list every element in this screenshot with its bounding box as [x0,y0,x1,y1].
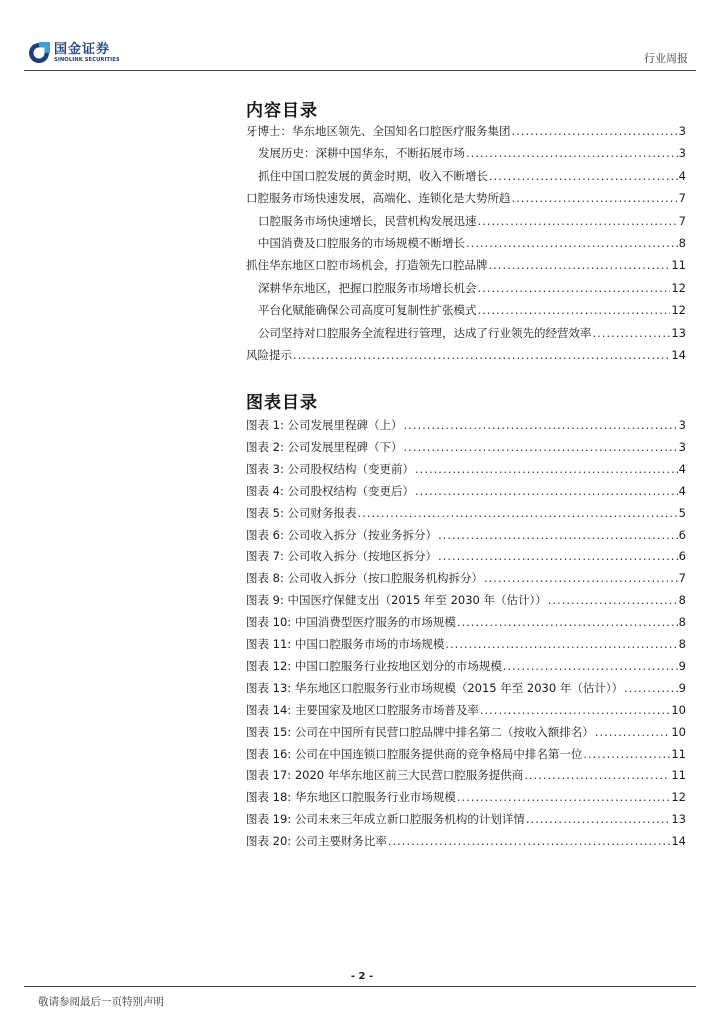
toc-entry[interactable] [246,549,686,563]
toc-entry[interactable] [258,169,686,183]
toc-entry-title: 图表 1: 公司发展里程碑（上） [246,418,403,432]
toc-entry-page: 7 [678,191,686,206]
logo-english-name: SINOLINK SECURITIES [54,56,120,63]
toc-entry[interactable] [246,812,686,826]
toc-entry-title: 图表 12: 中国口腔服务行业按地区划分的市场规模 [246,658,502,673]
toc-entry-title: 抓住华东地区口腔市场机会，打造领先口腔品牌 [246,258,488,273]
toc-dot-leader [293,348,670,362]
footer-divider [24,986,696,987]
toc-dot-leader [484,571,678,585]
toc-entry-title: 抓住中国口腔发展的黄金时期，收入不断增长 [258,168,488,183]
header-divider [24,70,696,71]
page-header [0,0,724,75]
toc-entry-title: 图表 20: 公司主要财务比率 [246,834,387,849]
page-number: - 2 - [350,971,374,982]
toc-entry-page: 10 [671,702,686,717]
toc-dot-leader [457,615,678,629]
toc-dot-leader [478,303,671,317]
toc-dot-leader [512,124,678,138]
toc-entry[interactable] [246,506,686,520]
toc-dot-leader [526,812,671,826]
toc-entry[interactable] [258,214,686,228]
toc-dot-leader [415,484,678,498]
toc-entry-page: 6 [678,527,686,542]
toc-dot-leader [593,326,671,340]
toc-entry-title: 图表 16: 公司在中国连锁口腔服务提供商的竞争格局中排名第一位 [246,746,583,761]
toc-entry-page: 10 [671,724,686,739]
toc-entry[interactable] [246,348,686,362]
toc-entry-title: 图表 8: 公司收入拆分（按口腔服务机构拆分） [246,571,483,586]
toc-dot-leader [478,281,671,295]
toc-entry-page: 6 [678,549,686,564]
toc-entry-title: 图表 15: 公司在中国所有民营口腔品牌中排名第二（按收入额排名） [246,724,594,739]
toc-entry-title: 牙博士：华东地区领先、全国知名口腔医疗服务集团 [246,124,511,138]
toc-entry-page: 4 [678,461,686,476]
toc-entry-title: 图表 4: 公司股权结构（变更后） [246,483,415,498]
toc-dot-leader [478,214,678,228]
toc-entry-page: 8 [678,615,686,630]
toc-entry-page: 4 [678,168,686,183]
toc-entry[interactable] [258,281,686,295]
toc-entry[interactable] [246,571,686,585]
toc-entry[interactable] [246,703,686,717]
footer-disclaimer: 敬请参阅最后一页特别声明 [38,996,164,1008]
toc-entry[interactable] [246,528,686,542]
toc-entry-page: 14 [671,834,686,849]
toc-entry-page: 12 [671,790,686,805]
toc-entry[interactable] [246,834,686,848]
contents-title: 内容目录 [246,101,318,121]
toc-entry-title: 图表 2: 公司发展里程碑（下） [246,439,403,454]
toc-dot-leader [388,834,671,848]
toc-dot-leader [595,725,671,739]
toc-entry[interactable] [258,326,686,340]
toc-entry-page: 3 [678,146,686,161]
toc-entry-page: 4 [678,483,686,498]
toc-dot-leader [624,681,678,695]
toc-entry-page: 9 [678,680,686,695]
toc-entry[interactable] [246,615,686,629]
toc-entry-title: 图表 11: 中国口腔服务市场的市场规模 [246,637,445,651]
toc-entry-title: 发展历史：深耕中国华东，不断拓展市场 [258,146,465,161]
toc-entry-page: 11 [671,768,686,783]
toc-entry-title: 中国消费及口腔服务的市场规模不断增长 [258,236,465,250]
toc-entry-page: 5 [678,505,686,520]
toc-entry-title: 图表 3: 公司股权结构（变更前） [246,461,415,476]
toc-dot-leader [524,768,670,782]
toc-entry-title: 平台化赋能确保公司高度可复制性扩张模式 [258,303,477,318]
toc-dot-leader [466,146,678,160]
toc-entry[interactable] [246,659,686,673]
toc-entry-title: 图表 9: 中国医疗保健支出（2015 年至 2030 年（估计）） [246,593,547,608]
toc-entry[interactable] [246,725,686,739]
toc-entry-title: 深耕华东地区，把握口腔服务市场增长机会 [258,280,477,295]
toc-entry-page: 8 [678,637,686,651]
logo-chinese-name: 国金证券 [54,41,111,57]
toc-dot-leader [583,747,670,761]
toc-entry[interactable] [246,637,686,651]
toc-entry-page: 11 [671,746,686,761]
toc-entry[interactable] [246,418,686,432]
toc-entry-page: 11 [671,258,686,273]
toc-entry-title: 图表 7: 公司收入拆分（按地区拆分） [246,549,438,564]
toc-entry[interactable] [246,462,686,476]
toc-entry[interactable] [246,258,686,272]
toc-dot-leader [358,506,678,520]
toc-entry-page: 7 [678,571,686,586]
toc-entry-title: 图表 10: 中国消费型医疗服务的市场规模 [246,615,456,630]
toc-dot-leader [438,528,678,542]
figures-title: 图表目录 [246,393,318,413]
toc-entry-page: 14 [671,348,686,362]
company-logo [28,42,120,64]
toc-entry[interactable] [258,303,686,317]
toc-dot-leader [512,191,678,205]
toc-dot-leader [404,440,678,454]
toc-entry-title: 公司坚持对口腔服务全流程进行管理，达成了行业领先的经营效率 [258,325,592,340]
sinolink-logo-icon [28,42,50,64]
toc-dot-leader [445,637,677,651]
toc-dot-leader [489,258,671,272]
toc-entry-title: 图表 18: 华东地区口腔服务行业市场规模 [246,790,456,805]
toc-dot-leader [438,549,678,563]
toc-entry-title: 口腔服务市场快速发展，高端化、连锁化是大势所趋 [246,191,511,206]
toc-entry[interactable] [246,768,686,782]
toc-dot-leader [404,418,678,432]
toc-entry[interactable] [246,124,686,138]
toc-entry[interactable] [246,484,686,498]
toc-entry-page: 12 [671,280,686,295]
toc-dot-leader [415,462,678,476]
toc-entry[interactable] [258,236,686,250]
toc-entry[interactable] [246,747,686,761]
toc-entry-page: 7 [678,213,686,228]
toc-dot-leader [548,593,678,607]
toc-entry[interactable] [258,146,686,160]
toc-dot-leader [457,790,671,804]
toc-entry-page: 9 [678,658,686,673]
toc-entry[interactable] [246,681,686,695]
toc-entry-page: 13 [671,812,686,827]
report-type-label: 行业周报 [644,52,688,65]
toc-dot-leader [466,236,678,250]
toc-entry-title: 风险提示 [246,348,292,362]
toc-entry-title: 图表 14: 主要国家及地区口腔服务市场普及率 [246,702,479,717]
toc-entry-page: 3 [678,124,686,138]
toc-entry[interactable] [246,191,686,205]
toc-entry-page: 3 [678,439,686,454]
toc-entry-page: 13 [671,325,686,340]
toc-entry-title: 口腔服务市场快速增长，民营机构发展迅速 [258,213,477,228]
toc-entry-title: 图表 17: 2020 年华东地区前三大民营口腔服务提供商 [246,768,524,783]
toc-entry-title: 图表 5: 公司财务报表 [246,505,357,520]
toc-entry-title: 图表 6: 公司收入拆分（按业务拆分） [246,527,438,542]
toc-dot-leader [480,703,671,717]
toc-entry[interactable] [246,593,686,607]
toc-entry-title: 图表 19: 公司未来三年成立新口腔服务机构的计划详情 [246,812,525,827]
toc-entry[interactable] [246,440,686,454]
toc-entry-page: 8 [678,593,686,608]
toc-entry-page: 3 [678,418,686,432]
toc-entry-title: 图表 13: 华东地区口腔服务行业市场规模（2015 年至 2030 年（估计）） [246,680,624,695]
toc-entry-page: 12 [671,303,686,318]
toc-dot-leader [489,169,678,183]
toc-entry[interactable] [246,790,686,804]
toc-dot-leader [503,659,678,673]
toc-entry-page: 8 [678,236,686,250]
